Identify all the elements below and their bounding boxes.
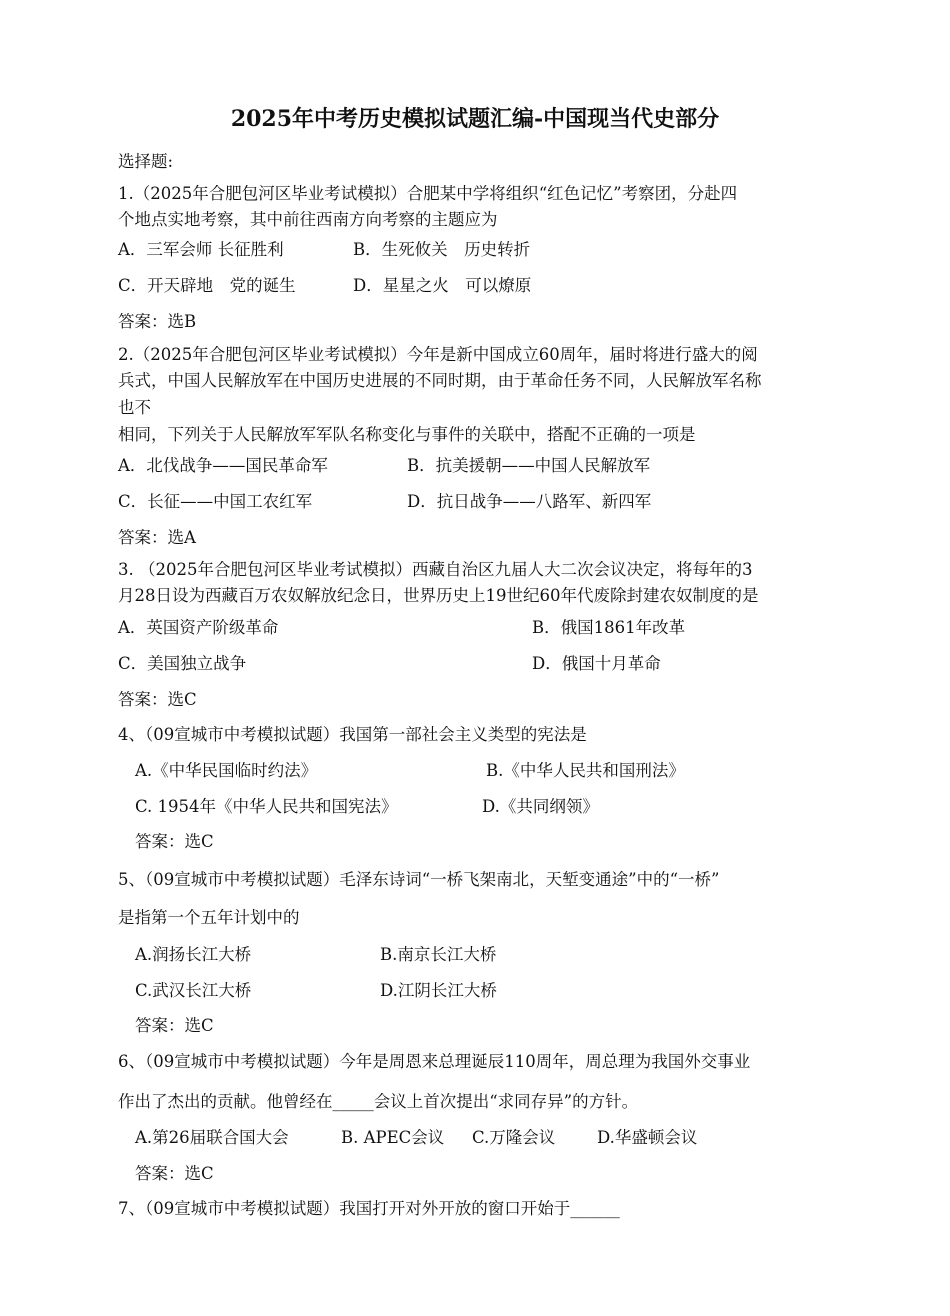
q4-answer: 答案：选C [135,832,214,851]
q5-stem-line-1: 5、（09宣城市中考模拟试题）毛泽东诗词“一桥飞架南北，天堑变通途”中的“一桥” [118,870,720,889]
q3-answer: 答案：选C [118,690,197,709]
q6-stem-line-2: 作出了杰出的贡献。他曾经在_____会议上首次提出“求同存异”的方针。 [118,1092,639,1111]
document-title: 2025年中考历史模拟试题汇编-中国现当代史部分 [230,106,720,132]
q6-option-a: A.第26届联合国大会 [135,1128,289,1147]
q3-option-b: B．俄国1861年改革 [532,618,686,637]
q4-option-c: C. 1954年《中华人民共和国宪法》 [135,797,398,816]
q3-stem-line-2: 月28日设为西藏百万农奴解放纪念日，世界历史上19世纪60年代废除封建农奴制度的是 [118,586,759,605]
q3-option-d: D．俄国十月革命 [532,654,661,673]
q6-stem-line-1: 6、（09宣城市中考模拟试题）今年是周恩来总理诞辰110周年，周总理为我国外交事业 [118,1052,751,1071]
q2-stem-line-1: 2.（2025年合肥包河区毕业考试模拟）今年是新中国成立60周年，届时将进行盛大的阅 [118,345,758,364]
q2-option-d: D．抗日战争——八路军、新四军 [407,492,652,511]
q5-answer: 答案：选C [135,1016,214,1035]
q1-option-a: A．三军会师 长征胜利 [118,240,284,259]
q5-stem-line-2: 是指第一个五年计划中的 [118,908,300,927]
q2-option-b: B．抗美援朝——中国人民解放军 [407,456,651,475]
q6-answer: 答案：选C [135,1164,214,1183]
q1-stem-line-2: 个地点实地考察，其中前往西南方向考察的主题应为 [118,210,498,229]
q6-option-b: B. APEC会议 [341,1128,445,1147]
q1-stem-line-1: 1.（2025年合肥包河区毕业考试模拟）合肥某中学将组织“红色记忆”考察团，分赴四 [118,184,738,203]
q4-option-d: D.《共同纲领》 [482,797,599,816]
q1-option-d: D．星星之火 可以燎原 [353,276,532,295]
q6-option-c: C.万隆会议 [472,1128,556,1147]
q5-option-a: A.润扬长江大桥 [135,945,252,964]
q1-answer: 答案：选B [118,312,197,331]
q5-option-b: B.南京长江大桥 [380,945,497,964]
q2-answer: 答案：选A [118,528,196,547]
q7-stem-line-1: 7、（09宣城市中考模拟试题）我国打开对外开放的窗口开始于______ [118,1199,620,1218]
q3-option-c: C．美国独立战争 [118,654,247,673]
q3-option-a: A．英国资产阶级革命 [118,618,279,637]
q2-option-a: A．北伐战争——国民革命军 [118,456,328,475]
q2-stem-line-4: 相同，下列关于人民解放军军队名称变化与事件的关联中，搭配不正确的一项是 [118,425,696,444]
q6-option-d: D.华盛顿会议 [597,1128,698,1147]
section-label: 选择题: [118,152,174,171]
q5-option-c: C.武汉长江大桥 [135,981,252,1000]
q3-stem-line-1: 3. （2025年合肥包河区毕业考试模拟）西藏自治区九届人大二次会议决定，将每年的3 [118,560,753,579]
q5-option-d: D.江阴长江大桥 [380,981,497,1000]
q4-option-a: A.《中华民国临时约法》 [135,761,318,780]
q1-option-b: B．生死攸关 历史转折 [353,240,531,259]
q1-option-c: C．开天辟地 党的诞生 [118,276,296,295]
q4-option-b: B.《中华人民共和国刑法》 [486,761,685,780]
q2-option-c: C．长征——中国工农红军 [118,492,313,511]
q2-stem-line-2: 兵式，中国人民解放军在中国历史进展的不同时期，由于革命任务不同，人民解放军名称 [118,371,762,390]
q4-stem-line-1: 4、（09宣城市中考模拟试题）我国第一部社会主义类型的宪法是 [118,725,587,744]
q2-stem-line-3: 也不 [118,398,151,417]
